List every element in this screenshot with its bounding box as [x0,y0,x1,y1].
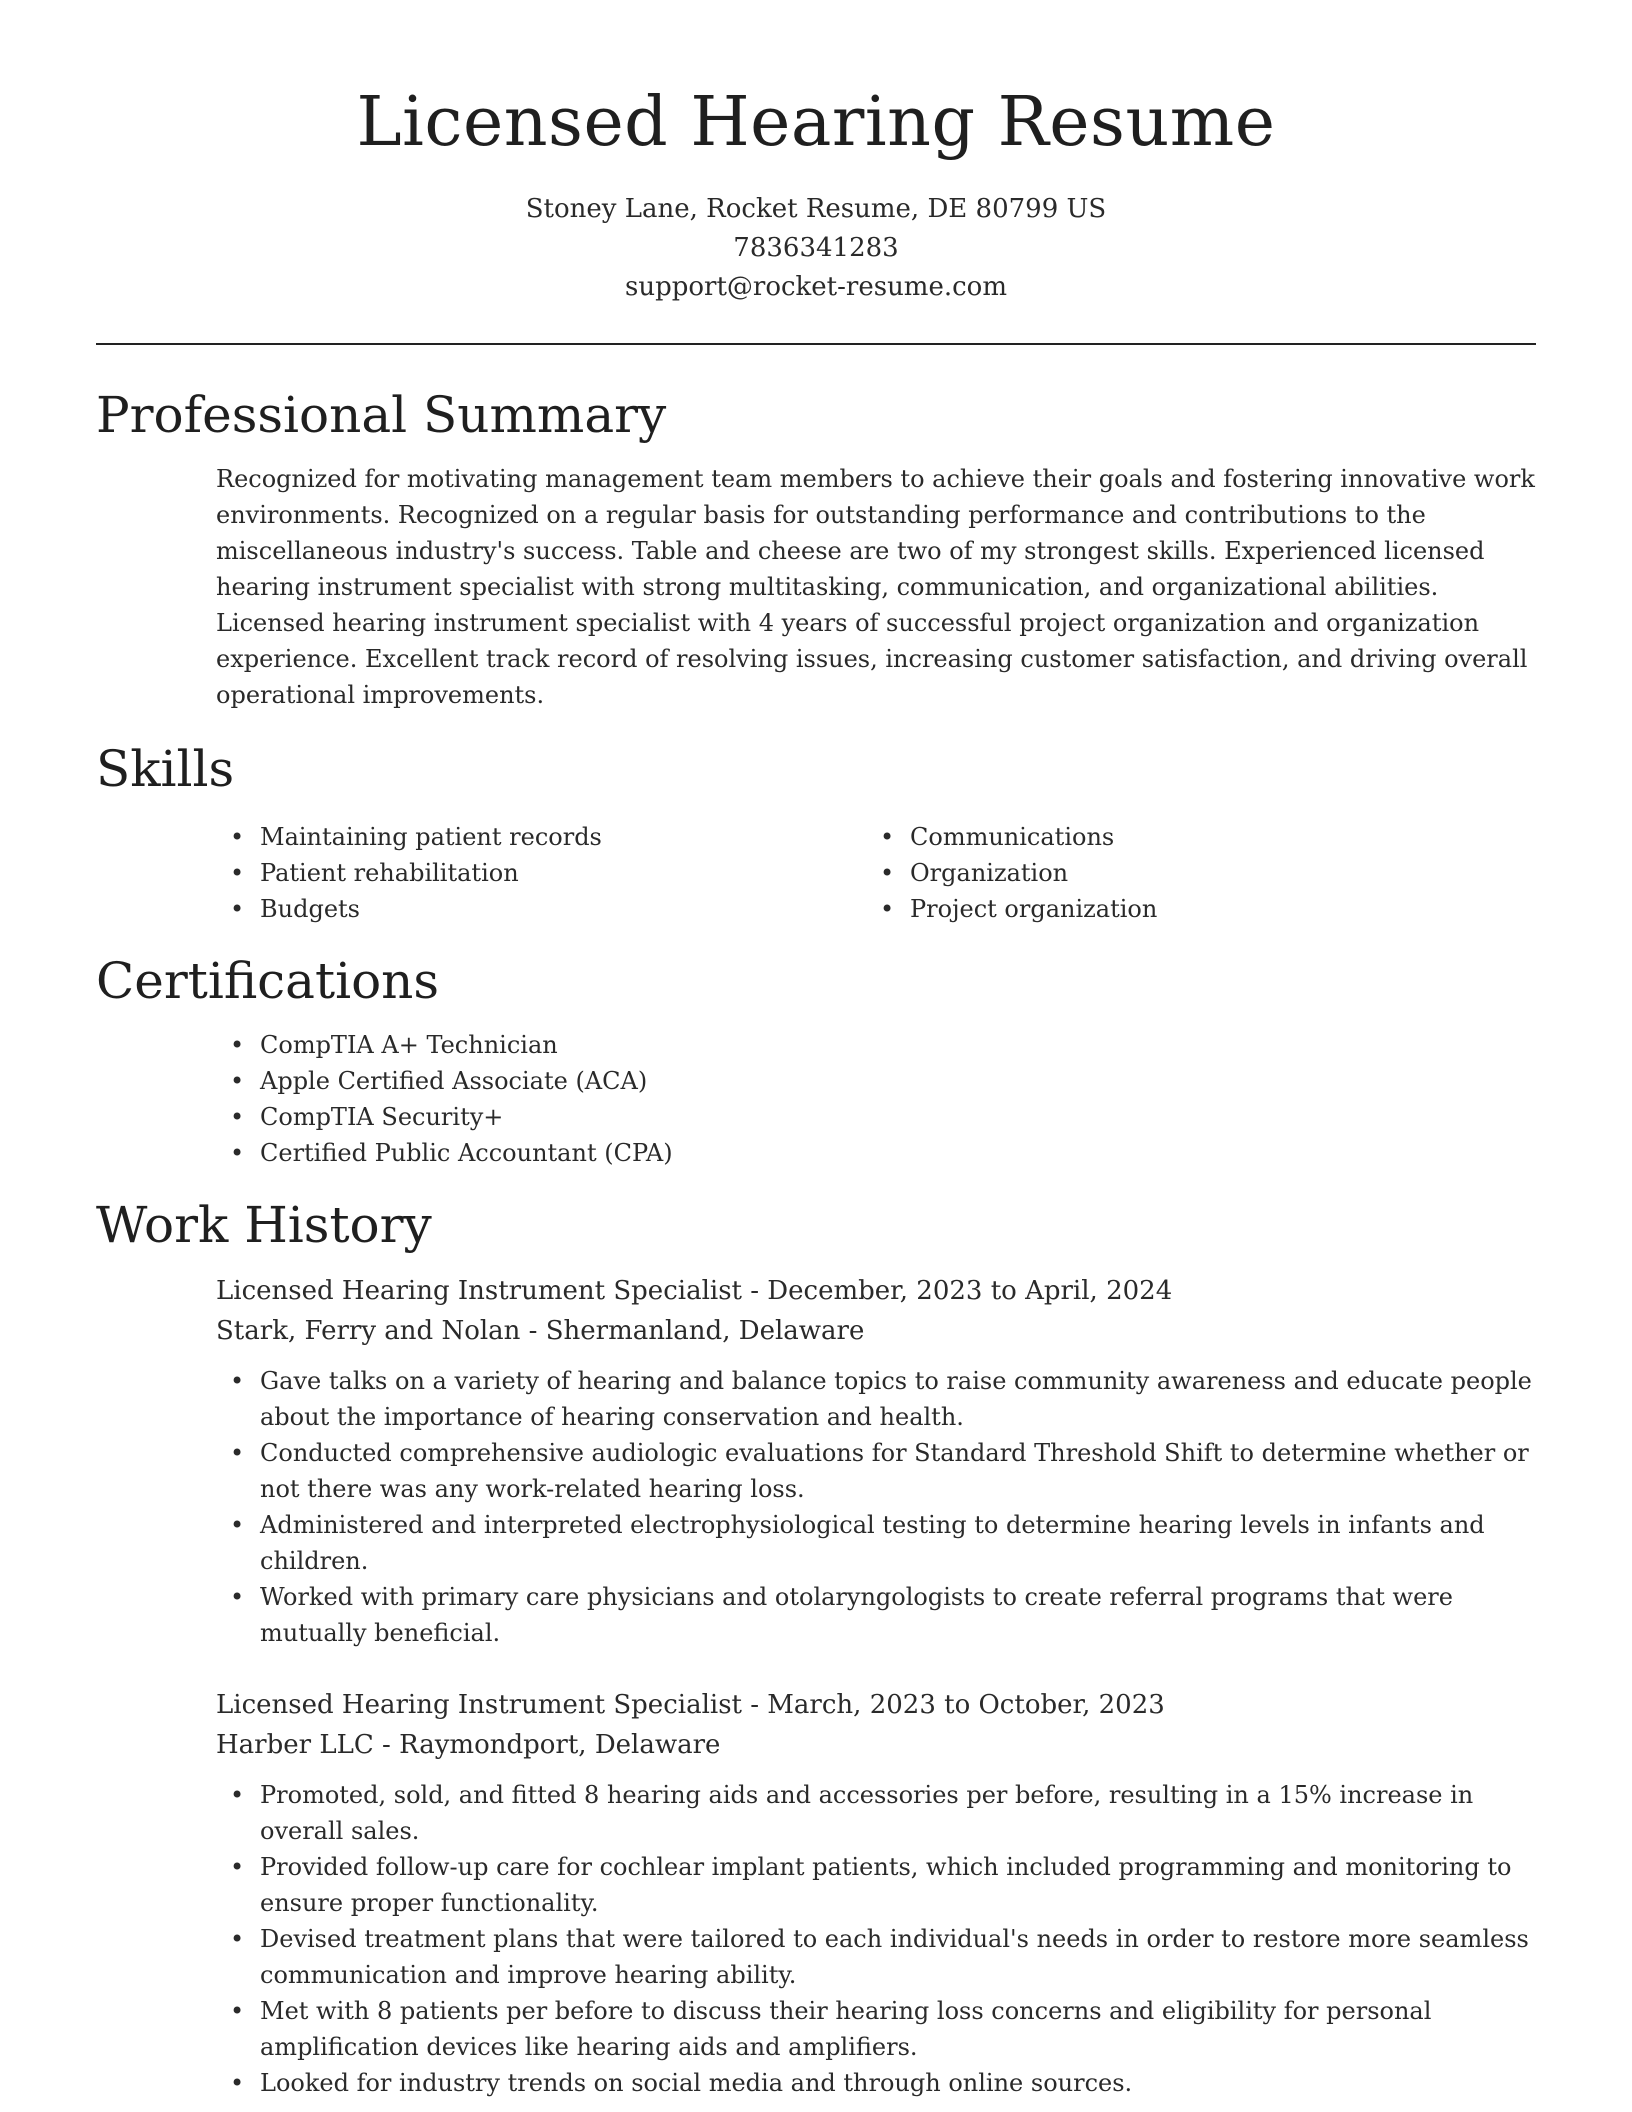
skill-item: • Communications [866,819,1516,855]
job-company-line: Harber LLC - Raymondport, Delaware [216,1729,721,1760]
skill-item: • Organization [866,855,1516,891]
job-duty-item: • Promoted, sold, and fitted 8 hearing aids and accessories per before, resulting in a 15% increase in overall sales. [216,1777,1536,1849]
contact-info [96,190,1536,307]
job-entry [216,1271,1536,1651]
contact-email: support@rocket-resume.com [624,271,1007,302]
job-duty-item: • Looked for industry trends on social media and through online sources. [216,2065,1536,2101]
skill-item: • Maintaining patient records [216,819,866,855]
header-divider [96,343,1536,345]
job-duties-list [216,1777,1536,2101]
job-duty-item: • Worked with primary care physicians and otolaryngologists to create referral programs that were mutually beneficial. [216,1579,1536,1651]
certifications-heading: Certifications [96,951,440,1010]
skills-column-left [216,819,866,927]
certification-item: • Certified Public Accountant (CPA) [216,1135,1536,1171]
certifications-list [216,1027,1536,1171]
certification-item: • CompTIA Security+ [216,1099,1536,1135]
job-duty-item: • Conducted comprehensive audiologic evaluations for Standard Threshold Shift to determine whether or not there was any work-related hearing loss. [216,1435,1536,1507]
certification-item: • Apple Certified Associate (ACA) [216,1063,1536,1099]
summary-text: Recognized for motivating management team members to achieve their goals and fostering innovative work environments. Recognized on a regular basis for outstanding performance and contributions to the miscellaneous industry's success. Table and cheese are two of my strongest skills. Experienced licensed hearing instrument specialist with strong multitasking, communication, and organizational abilities. Licensed hearing instrument specialist with 4 years of successful project organization and organization experience. Excellent track record of resolving issues, increasing customer satisfaction, and driving overall operational improvements. [216,464,1535,709]
resume-page [96,0,1536,2101]
certification-item: • CompTIA A+ Technician [216,1027,1536,1063]
job-title-line: Licensed Hearing Instrument Specialist - March, 2023 to October, 2023 [216,1689,1165,1720]
contact-address: Stoney Lane, Rocket Resume, DE 80799 US [525,193,1107,224]
job-duty-item: • Devised treatment plans that were tailored to each individual's needs in order to restore more seamless communication and improve hearing ability. [216,1921,1536,1993]
job-duty-item: • Gave talks on a variety of hearing and balance topics to raise community awareness and educate people about the importance of hearing conservation and health. [216,1363,1536,1435]
job-duty-item: • Provided follow-up care for cochlear implant patients, which included programming and monitoring to ensure proper functionality. [216,1849,1536,1921]
skills-list [216,819,1536,927]
resume-title: Licensed Hearing Resume [356,83,1276,162]
resume-header [96,0,1536,307]
skill-item: • Patient rehabilitation [216,855,866,891]
skill-item: • Budgets [216,891,866,927]
job-company-line: Stark, Ferry and Nolan - Shermanland, Delaware [216,1315,865,1346]
contact-phone: 7836341283 [733,232,899,263]
job-duties-list [216,1363,1536,1651]
job-title-line: Licensed Hearing Instrument Specialist - December, 2023 to April, 2024 [216,1275,1173,1306]
job-duty-item: • Met with 8 patients per before to discuss their hearing loss concerns and eligibility for personal amplification devices like hearing aids and amplifiers. [216,1993,1536,2065]
skill-item: • Project organization [866,891,1516,927]
work-history-heading: Work History [96,1195,432,1254]
skills-column-right [866,819,1516,927]
job-duty-item: • Administered and interpreted electrophysiological testing to determine hearing levels in infants and children. [216,1507,1536,1579]
job-entry [216,1685,1536,2101]
summary-heading: Professional Summary [96,385,667,444]
skills-heading: Skills [96,739,235,798]
